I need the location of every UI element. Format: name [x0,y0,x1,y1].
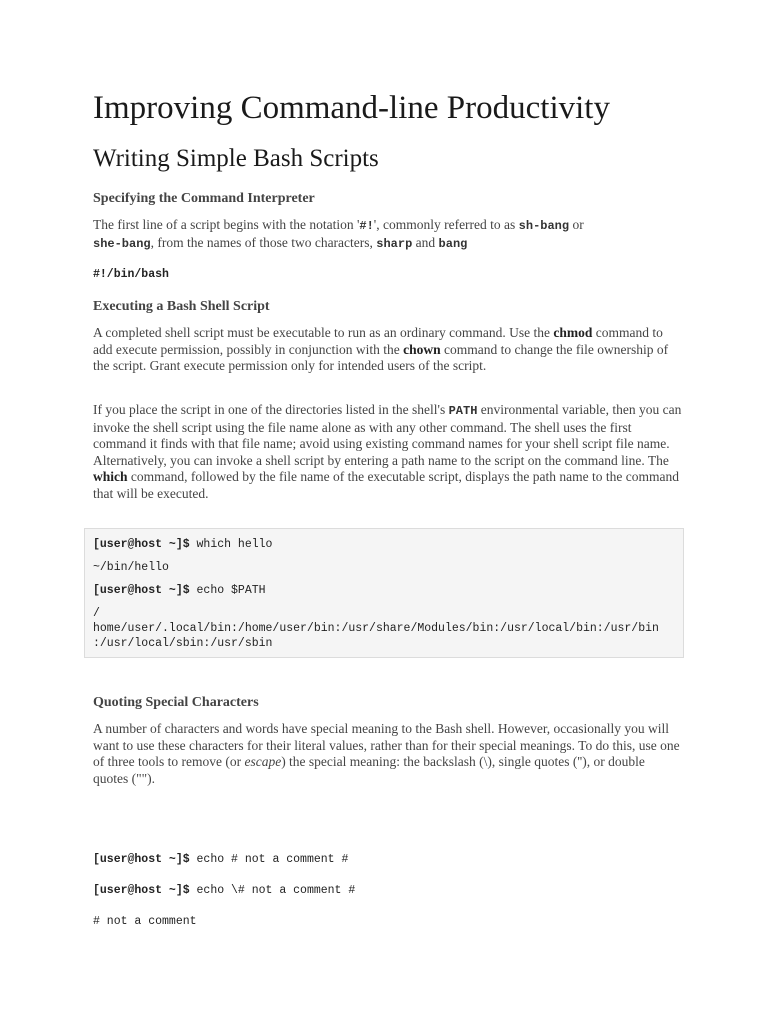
text-run: If you place the script in one of the directories listed in the shell's [93,402,449,417]
paragraph-quoting [93,721,683,787]
example-line-2 [93,884,355,898]
code-output-2-line-1: / [93,607,100,620]
page-title: Improving Command-line Productivity [93,90,610,126]
code-output-2-line-2: home/user/.local/bin:/home/user/bin:/usr/share/Modules/bin:/usr/local/bin:/usr/bin [93,622,659,635]
command-name: chmod [553,325,593,340]
emphasis: escape [244,754,282,769]
code-line-1 [93,538,272,552]
text-run: A number of characters and words have special meaning to the Bash shell. However, occasionally you will want to use these characters for their literal values, rather than for their special meanings. To do this, use one of three tools to remove (or [93,721,680,769]
paragraph-path [93,402,683,502]
shebang-example [93,268,169,282]
example-line-1 [93,853,348,867]
text-run: command to change the file ownership of the script. Grant execute permission only for intended users of the script. [93,341,669,373]
text-run: ', commonly referred to as [373,217,519,232]
shell-prompt: [user@host ~]$ [93,884,190,897]
text-run: and [412,234,439,250]
inline-code: sharp [376,236,413,251]
code-block [84,528,684,658]
paragraph-chmod [93,325,683,375]
section-heading-interpreter: Specifying the Command Interpreter [93,191,315,206]
shell-prompt: [user@host ~]$ [93,853,190,866]
text-run: , from the names of those two characters, [150,234,377,250]
text-run: environmental variable, then you can invoke the shell script using the file name alone as with any other command. The shell uses the first command it finds with that file name; avoid using existing command names for your shell script file name. Alternatively, you can invoke a shell script by entering a path name to the script on the command line. The [93,402,682,468]
shell-command: echo $PATH [189,584,266,597]
text-run: ) the special meaning: the backslash (\), single quotes (''), or double quotes (""). [93,754,645,786]
text-run: command, followed by the file name of the executable script, displays the path name to the command that will be executed. [93,469,679,501]
inline-code: #! [359,219,374,233]
code-output-2-line-3: :/usr/local/sbin:/usr/sbin [93,637,273,650]
shell-prompt: [user@host ~]$ [93,538,190,551]
text-run: or [569,217,584,232]
section-heading-quoting: Quoting Special Characters [93,695,259,710]
page-subtitle: Writing Simple Bash Scripts [93,145,379,172]
code-output-1: ~/bin/hello [93,561,169,574]
text-run: A completed shell script must be executable to run as an ordinary command. Use the [93,325,554,340]
command-name: chown [403,341,441,357]
text-run: command to add execute permission, possibly in conjunction with the [93,325,663,357]
code-line-2 [93,584,266,598]
inline-code: she-bang [93,236,151,251]
shell-command: which hello [189,538,273,551]
section-heading-executing: Executing a Bash Shell Script [93,299,270,314]
command-name: which [93,469,128,484]
inline-code: sh-bang [518,219,570,233]
shell-prompt: [user@host ~]$ [93,584,190,597]
shell-command: echo # not a comment # [189,853,349,866]
paragraph-shebang [93,217,683,252]
text-run: The first line of a script begins with the notation ' [93,217,360,232]
example-output: # not a comment [93,915,197,928]
shell-command: echo \# not a comment # [189,884,356,897]
shebang-line: #!/bin/bash [93,268,169,281]
inline-code: bang [438,236,468,251]
inline-code: PATH [448,404,478,418]
